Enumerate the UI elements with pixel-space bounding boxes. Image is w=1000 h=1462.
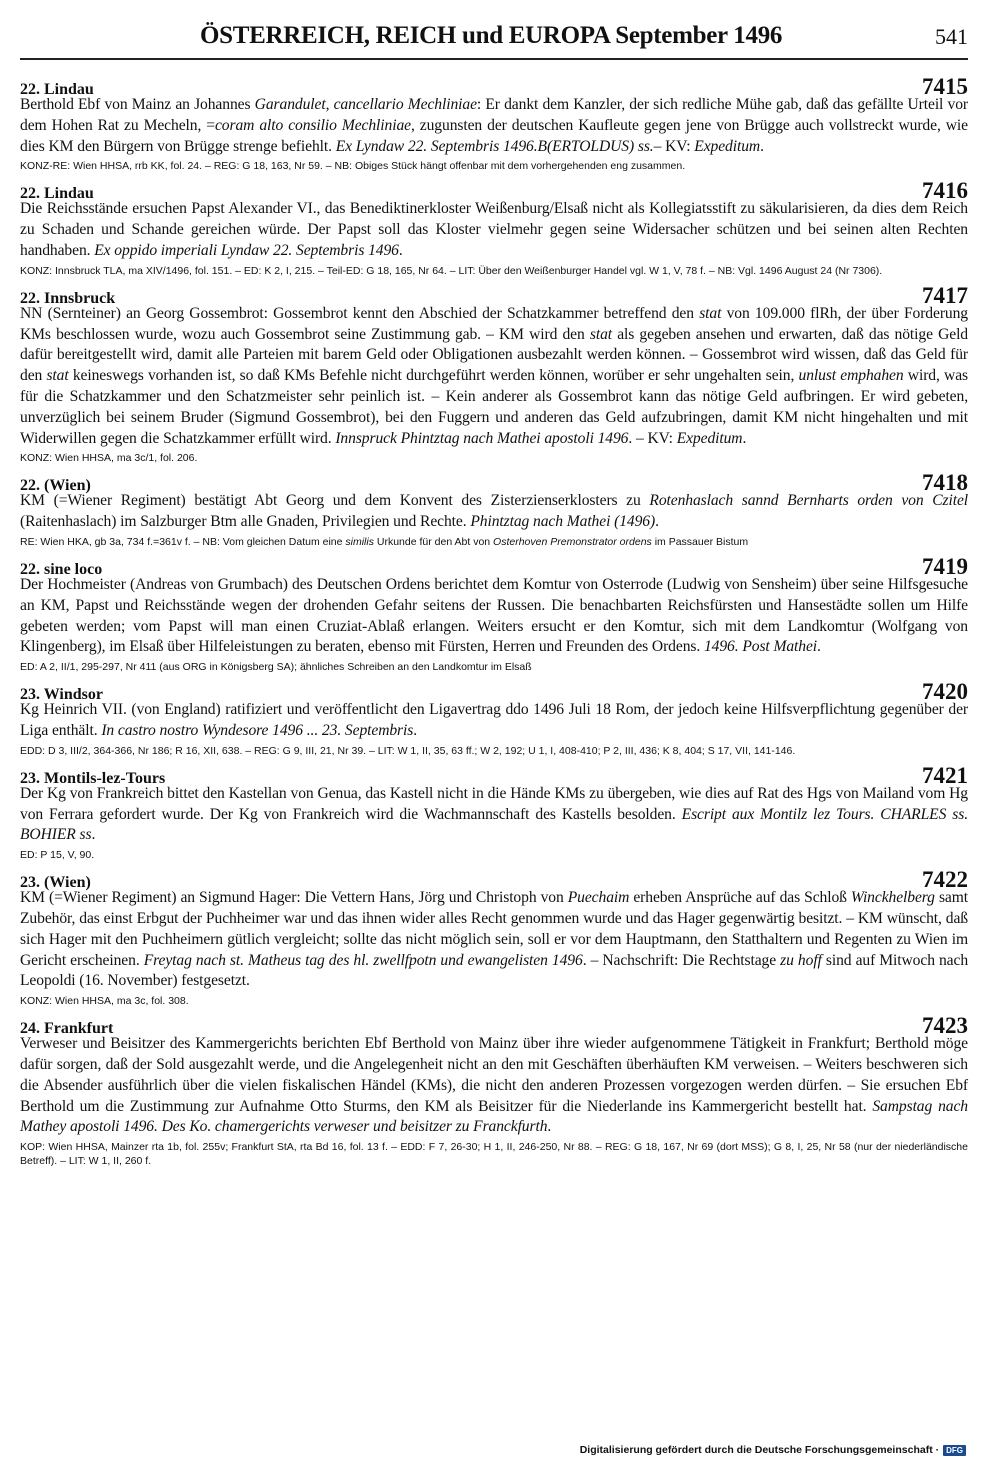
entries-list bbox=[20, 74, 968, 1168]
entry-text: Berthold Ebf von Mainz an Johannes Garandulet, cancellario Mechliniae: Er dankt dem Kanzler, der sich redliche Mühe gab, daß das gefällte Urteil vor dem Hohen Rat zu Mecheln, =coram alto consilio Mechliniae, zugunsten der deutschen Kaufleute gegen jene von Brügge auch vollstreckt wurde, wie dies KM den Bürgern von Brügge strenge befiehlt. Ex Lyndaw 22. Septembris 1496.B(ERTOLDUS) ss.– KV: Expeditum. bbox=[20, 96, 968, 155]
entry-sources: KONZ: Innsbruck TLA, ma XIV/1496, fol. 151. – ED: K 2, I, 215. – Teil-ED: G 18, 165, Nr 64. – LIT: Über den Weißenburger Handel vgl. W 1, V, 78 f. – NB: Vgl. 1496 August 24 (Nr 7306). bbox=[20, 264, 883, 277]
entry-sources: KONZ-RE: Wien HHSA, rrb KK, fol. 24. – REG: G 18, 163, Nr 59. – NB: Obiges Stück hängt offenbar mit dem vorhergehenden eng zusammen. bbox=[20, 160, 686, 173]
footer-credit bbox=[580, 1444, 966, 1456]
entry-date-place: 22. (Wien) bbox=[20, 477, 91, 495]
entry-header bbox=[20, 867, 968, 893]
entry-sources: RE: Wien HKA, gb 3a, 734 f.=361v f. – NB: Vom gleichen Datum eine similis Urkunde für den Abt von Osterhoven Premonstrator ordens im Passauer Bistum bbox=[20, 535, 749, 548]
regest-entry bbox=[20, 283, 968, 466]
entry-number: 7423 bbox=[922, 1013, 968, 1039]
entry-text: Verweser und Beisitzer des Kammergerichts berichten Ebf Berthold von Mainz über ihre wieder aufgenommene Tätigkeit in Frankfurt; Berthold möge dafür sorgen, daß der Sold ausgezahlt werde, und die Angelegenheit nicht an den mit Geschäften überhäuften KM verweisen. – Weiters beschweren sich die Absender ausführlich über die vielen fiskalischen Händel (KMs), die nicht den anderen Prozessen vorgezogen werden dürfen. – Sie ersuchen Ebf Berthold um die Zustimmung zur Aufnahme Otto Sturms, den KM als Beisitzer für die Niederlande ins Kammergericht bestellt hat. Sampstag nach Mathey apostoli 1496. Des Ko. chamergerichts verweser und beisitzer zu Franckfurth. bbox=[20, 1035, 968, 1136]
entry-header bbox=[20, 762, 968, 788]
entry-header bbox=[20, 178, 968, 204]
entry-number: 7417 bbox=[922, 282, 968, 308]
entry-header bbox=[20, 553, 968, 579]
entry-date-place: 22. Innsbruck bbox=[20, 289, 116, 307]
header-title: ÖSTERREICH, REICH und EUROPA September 1496 bbox=[200, 22, 783, 49]
dfg-logo: DFG bbox=[943, 1445, 966, 1456]
entry-header bbox=[20, 1013, 968, 1039]
entry-text: Die Reichsstände ersuchen Papst Alexander VI., das Benediktinerkloster Weißenburg/Elsaß nicht als Kollegiatsstift zu säkularisieren, da dies dem Reich zu Schaden und Schande gereichen würde. Der Papst soll das Kloster vielmehr gegen seine Widersacher schützen und bei seinen alten Rechten handhaben. Ex oppido imperiali Lyndaw 22. Septembris 1496. bbox=[20, 200, 968, 259]
entry-date-place: 23. Windsor bbox=[20, 686, 103, 704]
entry-sources: KOP: Wien HHSA, Mainzer rta 1b, fol. 255v; Frankfurt StA, rta Bd 16, fol. 13 f. – EDD: F 7, 26-30; H 1, II, 246-250, Nr 88. – REG: G 18, 167, Nr 69 (dort MSS); G 8, I, 25, Nr 58 (nur der niederländische Betreff). – LIT: W 1, II, 260 f. bbox=[20, 1141, 968, 1168]
entry-number: 7419 bbox=[922, 553, 968, 579]
entry-number: 7418 bbox=[922, 470, 968, 496]
entry-number: 7421 bbox=[922, 762, 968, 788]
entry-number: 7420 bbox=[922, 679, 968, 705]
entry-sources: KONZ: Wien HHSA, ma 3c, fol. 308. bbox=[20, 995, 189, 1008]
entry-number: 7422 bbox=[922, 867, 968, 893]
regest-entry bbox=[20, 178, 968, 277]
entry-header bbox=[20, 282, 968, 308]
regest-entry bbox=[20, 554, 968, 674]
entry-header bbox=[20, 470, 968, 496]
entry-date-place: 22. Lindau bbox=[20, 81, 94, 98]
entry-date-place: 23. Montils-lez-Tours bbox=[20, 769, 166, 787]
regest-entry bbox=[20, 74, 968, 173]
entry-header bbox=[20, 679, 968, 705]
entry-sources: ED: P 15, V, 90. bbox=[20, 849, 95, 862]
page-number: 541 bbox=[935, 24, 968, 49]
entry-text: KM (=Wiener Regiment) an Sigmund Hager: Die Vettern Hans, Jörg und Christoph von Puechaim erheben Ansprüche auf das Schloß Winckhelberg samt Zubehör, das einst Erbgut der Puchheimer war und das ihnen wider alles Recht genommen wurde und das Hager gegenwärtig besitzt. – KM wünscht, daß sich Hager mit den Puchheimern gütlich vergleicht; sollte das nicht möglich sein, soll er vor dem Hauptmann, den Statthaltern und Regenten zu Wien im Gericht erscheinen. Freytag nach st. Matheus tag des hl. zwellfpotn und ewangelisten 1496. – Nachschrift: Die Rechtstage zu hoff sind auf Mitwoch nach Leopoldi (16. November) festgesetzt. bbox=[20, 889, 969, 990]
entry-text: NN (Sernteiner) an Georg Gossembrot: Gossembrot kennt den Abschied der Schatzkammer betreffend den stat von 109.000 flRh, der über Forderung KMs beschlossen wurde, wozu auch Gossembrot seine Zustimmung gab. – KM wird den stat als gegeben ansehen und erwarten, daß das nötige Geld dafür bereitgestellt wird, damit alle Parteien mit barem Geld oder Obligationen ausbezahlt werden können. – Gossembrot wird wissen, daß das Geld für den stat keineswegs vorhanden ist, so daß KMs Befehle nicht durchgeführt werden können, worüber er sehr ungehalten sein, unlust emphahen wird, was für die Schatzkammer und den Schatzmeister sehr peinlich ist. – Kein anderer als Gossembrot kann das nötige Geld aufbringen. Er wird gebeten, unverzüglich bei seinem Bruder (Sigmund Gossembrot), bei den Fuggern und anderen das Geld aufzubringen, damit KM nicht hingehalten und mit Widerwillen gegen die Schatzkammer erfüllt wird. Innspruck Phintztag nach Mathei apostoli 1496. – KV: Expeditum. bbox=[20, 304, 969, 447]
entry-date-place: 22. sine loco bbox=[20, 560, 103, 578]
entry-header bbox=[20, 74, 968, 99]
entry-text: Der Kg von Frankreich bittet den Kastellan von Genua, das Kastell nicht in die Hände KMs zu übergeben, wie dies auf Rat des Hgs von Mailand vom Hg von Ferrara gefordert wurde. Der Kg von Frankreich wird die Wachmannschaft des Kastells besolden. Escript aux Montilz lez Tours. CHARLES ss. BOHIER ss. bbox=[20, 784, 968, 844]
entry-sources: EDD: D 3, III/2, 364-366, Nr 186; R 16, XII, 638. – REG: G 9, III, 21, Nr 39. – LIT: W 1, II, 35, 63 ff.; W 2, 192; U 1, I, 408-410; P 2, III, 436; K 8, 404; S 17, VII, 141-146. bbox=[20, 744, 796, 757]
entry-number: 7415 bbox=[922, 74, 968, 99]
entry-sources: ED: A 2, II/1, 295-297, Nr 411 (aus ORG in Königsberg SA); ähnliches Schreiben an den Landkomtur im Elsaß bbox=[20, 661, 532, 674]
regest-entry bbox=[20, 679, 968, 758]
entry-text: Der Hochmeister (Andreas von Grumbach) des Deutschen Ordens berichtet dem Komtur von Osterrode (Ludwig von Sensheim) über seine Hilfsgesuche an KM, Papst und Reichsstände wegen der drohenden Gefahr seitens der Russen. Die benachbarten Reichsfürsten und Hansestädte sollen um Hilfe gebeten werden; vom Papst will man einen Cruziat-Ablaß erlangen. Weiters ersucht er den Komtur, sich mit dem Landkomtur (Wolfgang von Klingenberg), im Elsaß über Hilfeleistungen zu beraten, ebenso mit Fürsten, Herren und Freunden des Ordens. 1496. Post Mathei. bbox=[20, 575, 968, 656]
regest-entry bbox=[20, 470, 968, 549]
regest-entry bbox=[20, 1013, 968, 1168]
entry-date-place: 22. Lindau bbox=[20, 185, 94, 203]
regest-entry bbox=[20, 763, 968, 862]
entry-date-place: 24. Frankfurt bbox=[20, 1020, 114, 1038]
entry-number: 7416 bbox=[922, 178, 968, 204]
footer-text: Digitalisierung gefördert durch die Deutsche Forschungsgemeinschaft · bbox=[579, 1444, 940, 1456]
document-page bbox=[20, 22, 968, 1173]
regest-entry bbox=[20, 867, 968, 1008]
entry-date-place: 23. (Wien) bbox=[20, 874, 91, 892]
running-header bbox=[20, 22, 968, 60]
entry-text: Kg Heinrich VII. (von England) ratifiziert und veröffentlicht den Ligavertrag ddo 1496 Juli 18 Rom, der jedoch keine Hilfsverpflichtung gegenüber der Liga enthält. In castro nostro Wyndesore 1496 ... 23. Septembris. bbox=[20, 701, 968, 739]
entry-text: KM (=Wiener Regiment) bestätigt Abt Georg und dem Konvent des Zisterzienserklosters zu Rotenhaslach sannd Bernharts orden von Czitel (Raitenhaslach) im Salzburger Btm alle Gnaden, Privilegien und Rechte. Phintztag nach Mathei (1496). bbox=[20, 492, 969, 531]
entry-sources: KONZ: Wien HHSA, ma 3c/1, fol. 206. bbox=[20, 452, 198, 465]
